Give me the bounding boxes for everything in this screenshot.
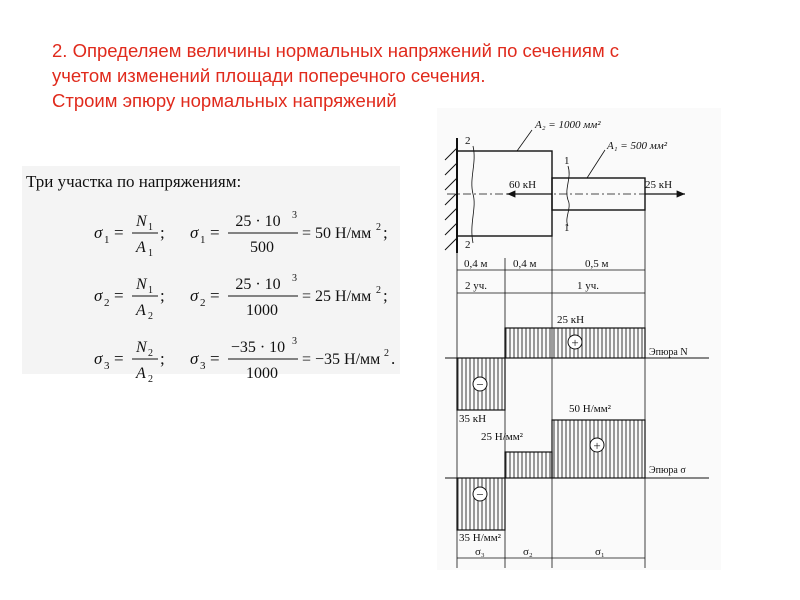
fixed-wall [445, 138, 457, 253]
formula-row-2-num-sub: 1 [148, 285, 153, 296]
formula-rows [94, 210, 395, 385]
sigma-50-label: 50 Н/мм² [569, 403, 611, 415]
formula-row-1-rhs: σ [190, 223, 199, 242]
force-left-label: 60 кН [509, 179, 537, 191]
formula-row-3-rden: 1000 [246, 365, 278, 382]
slide-title [52, 38, 772, 113]
formula-row-3-rhs-sub: 3 [200, 360, 206, 372]
formula-row-2-den-sub: 2 [148, 311, 153, 322]
formula-row-1-rnum: 25 · 10 [235, 213, 281, 230]
formula-row-1-eq1: = [114, 223, 124, 242]
formula-row-2-eq2: = [210, 286, 220, 305]
n-minus-text: − [476, 377, 484, 392]
title-line-1: 2. Определяем величины нормальных напряжений по сечениям с [52, 40, 620, 61]
section-2-bottom: 2 [465, 239, 471, 251]
title-line-2: учетом изменений площади поперечного сечения. [52, 65, 486, 86]
formula-row-1-end: ; [383, 223, 388, 242]
formula-row-3-rnum: −35 · 10 [230, 339, 286, 356]
formula-row-3-rhs: σ [190, 349, 199, 368]
formula-row-2-eq1: = [114, 286, 124, 305]
sigma-35-label: 35 Н/мм² [459, 532, 501, 544]
sigma-diagram-label: Эпюра σ [649, 465, 686, 476]
area2-leader [517, 130, 532, 151]
formula-row-1-den: A [136, 239, 146, 256]
formula-row-1-result: = 50 Н/мм [302, 225, 372, 242]
sigma-25-area [505, 452, 552, 478]
formula-row-3-den: A [136, 365, 146, 382]
n-neg-value-label: 35 кН [459, 413, 487, 425]
bottom-sigma-1: σ₁ [595, 546, 605, 558]
formula-row-1-result-exp: 2 [376, 222, 381, 233]
area2-label: A₂ = 1000 мм² [535, 119, 601, 131]
formula-row-3-num-sub: 2 [148, 348, 153, 359]
stress-diagram [437, 108, 721, 570]
formula-row-1-rnum-exp: 3 [292, 210, 297, 221]
section-2-cut [472, 146, 474, 243]
section-1-top: 1 [564, 155, 570, 167]
section-1-cut [567, 166, 569, 226]
formula-row-1-lhs: σ [94, 223, 103, 242]
formula-row-3-num: N [136, 339, 147, 356]
section-2-top: 2 [465, 135, 471, 147]
formula-row-2-end: ; [383, 286, 388, 305]
formula-row-1-semi: ; [160, 223, 165, 242]
formula-row-2-rnum-exp: 3 [292, 273, 297, 284]
sigma-minus-text: − [476, 487, 484, 502]
force-right-label: 25 кН [645, 179, 673, 191]
formula-row-3-lhs: σ [94, 349, 103, 368]
formula-panel [22, 166, 400, 385]
formula-row-1-rhs-sub: 1 [200, 234, 206, 246]
formula-row-2-rden: 1000 [246, 302, 278, 319]
formula-row-3-rnum-exp: 3 [292, 336, 297, 347]
sigma-plus-text: + [593, 438, 601, 453]
bottom-sigma-3: σ₃ [475, 546, 485, 558]
formula-row-3-result-exp: 2 [384, 348, 389, 359]
sigma-25-label: 25 Н/мм² [481, 431, 523, 443]
formula-heading: Три участка по напряжениям: [26, 172, 242, 191]
formula-row-1-num-sub: 1 [148, 222, 153, 233]
dim-2: 0,4 м [513, 258, 537, 270]
dim-3: 0,5 м [585, 258, 609, 270]
formula-row-3-eq2: = [210, 349, 220, 368]
formula-row-2-rnum: 25 · 10 [235, 276, 281, 293]
formula-row-3-lhs-sub: 3 [104, 360, 110, 372]
formula-svg [22, 166, 400, 385]
dim-1: 0,4 м [464, 258, 488, 270]
title-line-3: Строим эпюру нормальных напряжений [52, 90, 397, 111]
n-diagram-label: Эпюра N [649, 347, 688, 358]
n-plus-text: + [571, 335, 579, 350]
formula-row-2-num: N [136, 276, 147, 293]
formula-row-3-den-sub: 2 [148, 374, 153, 385]
formula-row-2-lhs: σ [94, 286, 103, 305]
formula-row-2-result: = 25 Н/мм [302, 288, 372, 305]
formula-row-1-rden: 500 [250, 239, 274, 256]
area1-label: A₁ = 500 мм² [607, 140, 668, 152]
formula-row-3-semi: ; [160, 349, 165, 368]
sigma-negative-area [457, 478, 505, 530]
segment-1: 1 уч. [577, 280, 600, 292]
formula-row-2-result-exp: 2 [376, 285, 381, 296]
formula-row-2-semi: ; [160, 286, 165, 305]
formula-row-2-rhs: σ [190, 286, 199, 305]
formula-row-2-den: A [136, 302, 146, 319]
formula-row-2-lhs-sub: 2 [104, 297, 110, 309]
formula-row-2-rhs-sub: 2 [200, 297, 206, 309]
area1-leader [587, 150, 605, 178]
formula-row-1-den-sub: 1 [148, 248, 153, 259]
section-1-bottom: 1 [564, 222, 570, 234]
formula-row-3-end: . [391, 349, 396, 368]
formula-row-3-result: = −35 Н/мм [302, 351, 381, 368]
n-value-label: 25 кН [557, 314, 585, 326]
bottom-sigma-2: σ₂ [523, 546, 533, 558]
formula-row-3-eq1: = [114, 349, 124, 368]
segment-2: 2 уч. [465, 280, 488, 292]
formula-row-1-eq2: = [210, 223, 220, 242]
diagram-svg [437, 108, 721, 570]
formula-row-1-num: N [136, 213, 147, 230]
formula-row-1-lhs-sub: 1 [104, 234, 110, 246]
